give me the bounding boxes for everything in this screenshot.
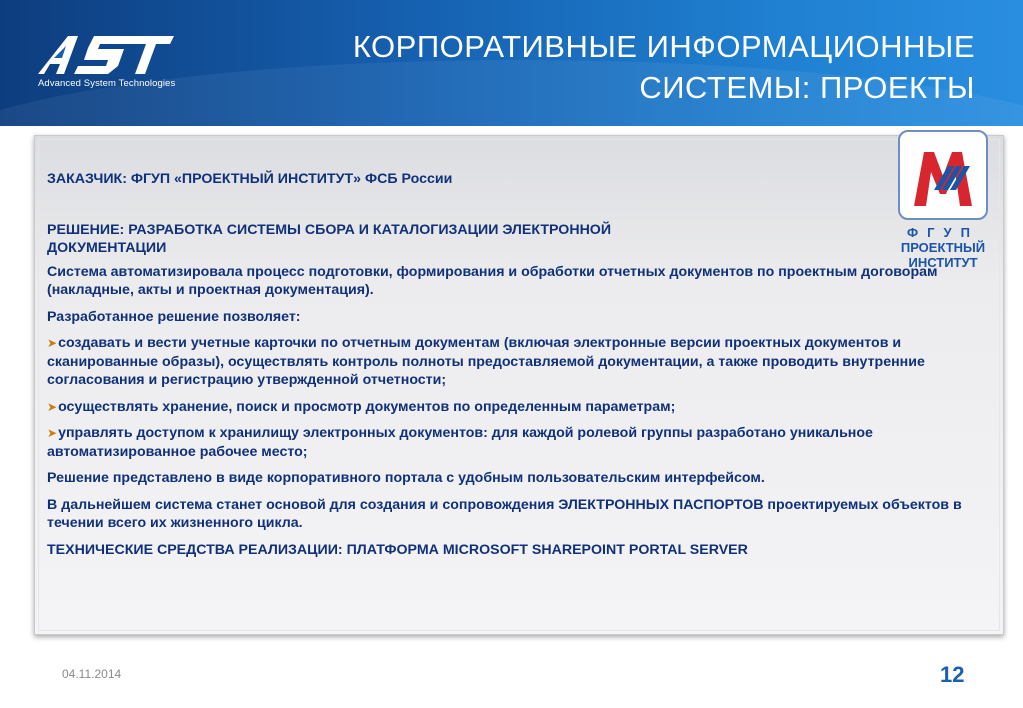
spacer [47,189,987,221]
ast-logo-mark [34,30,184,76]
spacer [47,300,987,308]
bullet-item [47,424,987,461]
emblem-line-3: ИНСТИТУТ [908,255,978,270]
spacer [47,533,987,541]
emblem-line-1: ФГУП [907,225,979,240]
bullet-text: управлять доступом к хранилищу электронных документов: для каждой ролевой группы разработано уникальное автоматизированное рабочее место; [47,425,873,460]
future-paragraph: В дальнейшем система станет основой для создания и сопровождения ЭЛЕКТРОННЫХ ПАСПОРТОВ проектируемых объектов в течении всего их жизненного цикла. [47,496,962,531]
spacer [47,416,987,424]
tech-paragraph: ТЕХНИЧЕСКИЕ СРЕДСТВА РЕАЛИЗАЦИИ: ПЛАТФОРМА MICROSOFT SHAREPOINT PORTAL SERVER [47,541,748,558]
bullet-item [47,334,987,390]
solution-line-1: РЕШЕНИЕ: РАЗРАБОТКА СИСТЕМЫ СБОРА И КАТАЛОГИЗАЦИИ ЭЛЕКТРОННОЙ [47,221,612,238]
emblem-line-2: ПРОЕКТНЫЙ [900,240,986,255]
slide-date: 04.11.2014 [62,667,122,681]
slide-header [0,0,1023,126]
title-line-2: СИСТЕМЫ: ПРОЕКТЫ [639,70,975,105]
bullet-text: создавать и вести учетные карточки по отчетным документам (включая электронные версии проектных документов и сканированные образы), осуществлять контроль полноты предоставляемой документации, а также проводить внутренние согласования и регистрацию утвержденной отчетности; [47,335,925,388]
portal-paragraph: Решение представлено в виде корпоративного портала с удобным пользовательским интерфейсом. [47,470,765,486]
title-line-1: КОРПОРАТИВНЫЕ ИНФОРМАЦИОННЫЕ [352,29,975,64]
arrow-bullet-icon: ➤ [47,399,58,414]
ast-logo [34,30,184,90]
slide-title [275,26,975,108]
logo-tagline: Advanced System Technologies [38,78,176,89]
spacer [47,488,987,496]
spacer [47,390,987,398]
page-number: 12 [940,662,965,687]
spacer [47,461,987,469]
solution-line-2: ДОКУМЕНТАЦИИ [47,240,167,256]
allows-intro: Разработанное решение позволяет: [47,308,301,325]
spacer [47,326,987,334]
bullet-item [47,398,987,417]
description-paragraph: Система автоматизировала процесс подготовки, формирования и обработки отчетных документов по проектным договорам (накладные, акты и проектная документация). [47,263,938,298]
arrow-bullet-icon: ➤ [47,426,58,440]
slide-content [47,170,987,559]
customer-line: ЗАКАЗЧИК: ФГУП «ПРОЕКТНЫЙ ИНСТИТУТ» ФСБ России [47,171,453,187]
bullet-text: осуществлять хранение, поиск и просмотр документов по определенным параметрам; [58,398,676,415]
arrow-bullet-icon: ➤ [47,336,58,350]
